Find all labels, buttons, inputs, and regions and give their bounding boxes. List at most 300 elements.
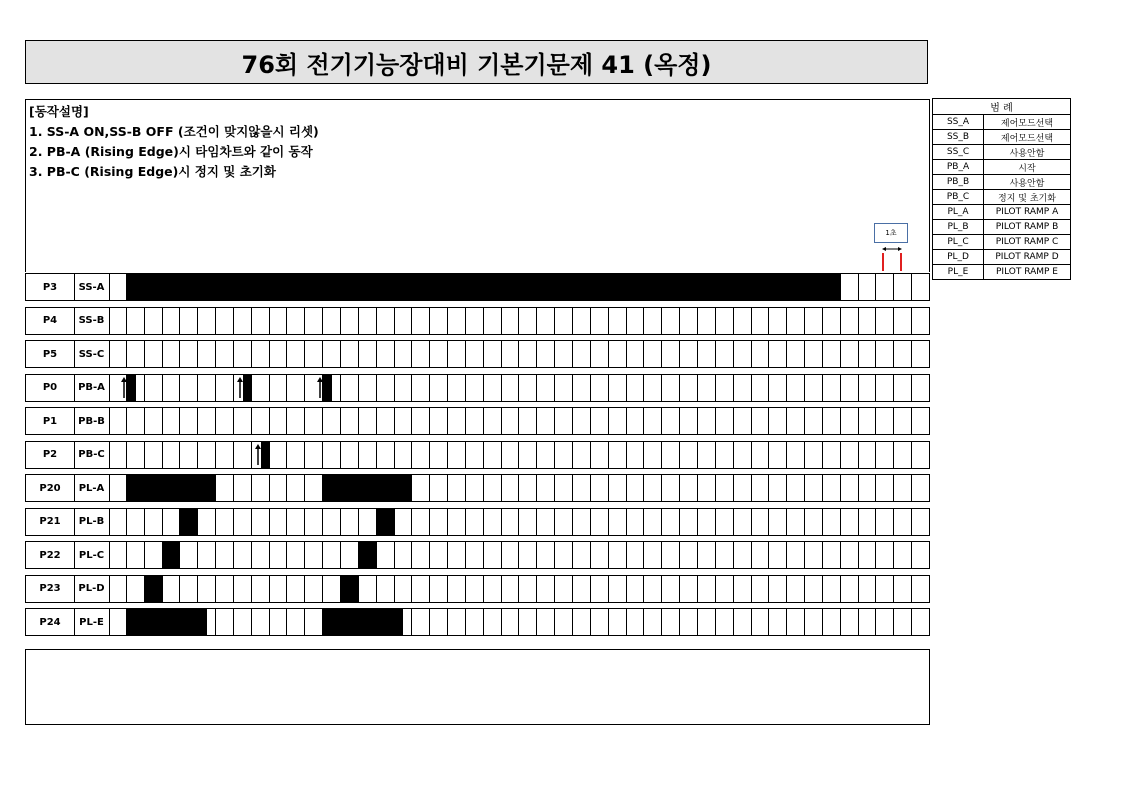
- time-cell: [591, 509, 609, 535]
- timing-row: [25, 508, 930, 536]
- time-cell: [305, 609, 323, 635]
- time-cell: [644, 341, 662, 367]
- time-cell: [234, 341, 252, 367]
- time-cell: [859, 274, 877, 300]
- time-cell: [805, 609, 823, 635]
- signal-name: PL-A: [74, 475, 110, 501]
- time-cell: [537, 475, 555, 501]
- time-cell: [912, 308, 930, 334]
- time-cell: [520, 475, 538, 501]
- time-cell: [234, 576, 252, 602]
- time-cell: [662, 509, 680, 535]
- time-cell: [430, 475, 448, 501]
- time-cell: [716, 408, 734, 434]
- time-cell: [466, 576, 484, 602]
- time-cell: [502, 341, 520, 367]
- time-cell: [627, 442, 645, 468]
- time-cell: [644, 609, 662, 635]
- time-cell: [109, 475, 127, 501]
- signal-on-pulse: [377, 509, 395, 535]
- time-cell: [716, 341, 734, 367]
- time-cell: [287, 308, 305, 334]
- plc-address: P20: [26, 475, 75, 501]
- time-cell: [627, 609, 645, 635]
- time-cell: [502, 308, 520, 334]
- time-cell: [573, 542, 591, 568]
- time-cell: [127, 408, 145, 434]
- signal-on-pulse: [323, 609, 403, 635]
- time-cell: [627, 375, 645, 401]
- signal-on-pulse: [359, 542, 377, 568]
- time-cell: [734, 542, 752, 568]
- time-cell: [662, 442, 680, 468]
- time-cell: [305, 576, 323, 602]
- time-cell: [876, 542, 894, 568]
- time-cell: [145, 341, 163, 367]
- time-cell: [520, 576, 538, 602]
- timing-grid: [109, 542, 930, 568]
- time-cell: [823, 442, 841, 468]
- time-cell: [716, 375, 734, 401]
- time-cell: [252, 341, 270, 367]
- plc-address: P0: [26, 375, 75, 401]
- timing-row: [25, 340, 930, 368]
- time-cell: [859, 576, 877, 602]
- time-cell: [412, 408, 430, 434]
- legend-header: 범 례: [933, 99, 1071, 115]
- time-cell: [555, 341, 573, 367]
- time-cell: [591, 341, 609, 367]
- legend-table: [932, 98, 1071, 280]
- timing-grid: [109, 274, 930, 300]
- time-cell: [520, 341, 538, 367]
- time-cell: [823, 542, 841, 568]
- legend-key: PB_C: [933, 190, 984, 205]
- time-cell: [502, 609, 520, 635]
- time-cell: [323, 341, 341, 367]
- time-cell: [145, 542, 163, 568]
- time-cell: [662, 375, 680, 401]
- time-cell: [734, 509, 752, 535]
- time-cell: [644, 509, 662, 535]
- time-cell: [716, 609, 734, 635]
- time-cell: [859, 542, 877, 568]
- time-cell: [573, 442, 591, 468]
- time-cell: [163, 576, 181, 602]
- timing-grid: [109, 442, 930, 468]
- time-cell: [537, 542, 555, 568]
- time-cell: [359, 509, 377, 535]
- time-cell: [912, 341, 930, 367]
- time-cell: [912, 609, 930, 635]
- signal-name: PB-B: [74, 408, 110, 434]
- time-cell: [752, 408, 770, 434]
- time-cell: [430, 375, 448, 401]
- timing-grid: [109, 408, 930, 434]
- time-cell: [698, 609, 716, 635]
- time-cell: [484, 609, 502, 635]
- time-cell: [412, 576, 430, 602]
- time-cell: [430, 442, 448, 468]
- time-cell: [216, 308, 234, 334]
- legend-value: 제어모드선택: [984, 115, 1071, 130]
- time-cell: [787, 576, 805, 602]
- time-cell: [555, 542, 573, 568]
- time-cell: [680, 442, 698, 468]
- time-cell: [627, 509, 645, 535]
- time-cell: [734, 341, 752, 367]
- legend-value: 시작: [984, 160, 1071, 175]
- time-cell: [484, 576, 502, 602]
- time-cell: [520, 308, 538, 334]
- timing-row: [25, 273, 930, 301]
- time-cell: [859, 442, 877, 468]
- time-cell: [377, 542, 395, 568]
- plc-address: P1: [26, 408, 75, 434]
- time-cell: [627, 475, 645, 501]
- time-cell: [894, 408, 912, 434]
- time-cell: [109, 341, 127, 367]
- time-cell: [716, 475, 734, 501]
- time-cell: [876, 609, 894, 635]
- time-cell: [430, 542, 448, 568]
- time-cell: [234, 442, 252, 468]
- time-cell: [805, 408, 823, 434]
- time-cell: [412, 375, 430, 401]
- time-cell: [270, 442, 288, 468]
- time-cell: [234, 308, 252, 334]
- time-cell: [894, 274, 912, 300]
- time-cell: [876, 509, 894, 535]
- time-cell: [341, 341, 359, 367]
- time-cell: [716, 308, 734, 334]
- operation-description: [25, 99, 930, 272]
- time-cell: [680, 475, 698, 501]
- timing-grid: [109, 609, 930, 635]
- time-cell: [716, 542, 734, 568]
- time-cell: [787, 341, 805, 367]
- time-cell: [466, 375, 484, 401]
- legend-key: PL_D: [933, 250, 984, 265]
- time-cell: [520, 408, 538, 434]
- time-cell: [769, 375, 787, 401]
- time-cell: [912, 475, 930, 501]
- time-cell: [555, 576, 573, 602]
- time-cell: [787, 375, 805, 401]
- time-cell: [859, 609, 877, 635]
- signal-name: PL-B: [74, 509, 110, 535]
- time-cell: [698, 341, 716, 367]
- time-cell: [430, 609, 448, 635]
- time-cell: [752, 509, 770, 535]
- time-cell: [305, 442, 323, 468]
- time-cell: [448, 408, 466, 434]
- time-cell: [787, 542, 805, 568]
- time-cell: [876, 308, 894, 334]
- time-cell: [609, 442, 627, 468]
- time-cell: [145, 375, 163, 401]
- time-cell: [216, 542, 234, 568]
- time-cell: [876, 408, 894, 434]
- timing-grid: [109, 509, 930, 535]
- time-cell: [163, 509, 181, 535]
- time-cell: [145, 308, 163, 334]
- time-cell: [734, 475, 752, 501]
- time-cell: [502, 509, 520, 535]
- time-cell: [734, 308, 752, 334]
- time-cell: [484, 475, 502, 501]
- time-cell: [876, 274, 894, 300]
- time-cell: [145, 509, 163, 535]
- time-cell: [216, 509, 234, 535]
- time-cell: [912, 408, 930, 434]
- time-cell: [680, 408, 698, 434]
- time-cell: [573, 375, 591, 401]
- time-cell: [466, 442, 484, 468]
- time-cell: [823, 576, 841, 602]
- time-cell: [573, 341, 591, 367]
- time-cell: [502, 542, 520, 568]
- time-cell: [127, 442, 145, 468]
- time-cell: [395, 542, 413, 568]
- timing-row: [25, 374, 930, 402]
- time-cell: [698, 542, 716, 568]
- time-cell: [752, 542, 770, 568]
- time-cell: [698, 442, 716, 468]
- legend-key: SS_C: [933, 145, 984, 160]
- time-cell: [573, 408, 591, 434]
- time-cell: [270, 375, 288, 401]
- time-cell: [716, 576, 734, 602]
- time-cell: [841, 475, 859, 501]
- time-cell: [627, 542, 645, 568]
- time-cell: [537, 308, 555, 334]
- time-cell: [305, 408, 323, 434]
- time-cell: [502, 442, 520, 468]
- timing-row: [25, 307, 930, 335]
- time-cell: [841, 509, 859, 535]
- time-cell: [323, 308, 341, 334]
- legend-value: PILOT RAMP B: [984, 220, 1071, 235]
- time-cell: [163, 375, 181, 401]
- description-line: 1. SS-A ON,SS-B OFF (조건이 맞지않을시 리셋): [29, 124, 319, 139]
- time-cell: [109, 576, 127, 602]
- time-cell: [341, 375, 359, 401]
- time-cell: [805, 308, 823, 334]
- time-cell: [287, 408, 305, 434]
- time-cell: [270, 576, 288, 602]
- time-cell: [537, 375, 555, 401]
- time-cell: [680, 308, 698, 334]
- legend-value: PILOT RAMP A: [984, 205, 1071, 220]
- time-cell: [698, 475, 716, 501]
- time-cell: [752, 341, 770, 367]
- time-cell: [752, 375, 770, 401]
- time-cell: [109, 509, 127, 535]
- time-cell: [430, 576, 448, 602]
- time-cell: [502, 375, 520, 401]
- legend-value: PILOT RAMP C: [984, 235, 1071, 250]
- time-cell: [359, 576, 377, 602]
- time-cell: [287, 341, 305, 367]
- description-line: 2. PB-A (Rising Edge)시 타임차트와 같이 동작: [29, 144, 313, 159]
- time-cell: [502, 576, 520, 602]
- time-cell: [430, 408, 448, 434]
- time-cell: [412, 308, 430, 334]
- time-cell: [127, 341, 145, 367]
- time-cell: [287, 542, 305, 568]
- time-cell: [662, 308, 680, 334]
- time-cell: [752, 308, 770, 334]
- time-cell: [859, 375, 877, 401]
- time-cell: [680, 375, 698, 401]
- time-cell: [109, 274, 127, 300]
- time-cell: [823, 308, 841, 334]
- time-cell: [448, 341, 466, 367]
- time-cell: [484, 308, 502, 334]
- time-cell: [216, 442, 234, 468]
- signal-name: PB-C: [74, 442, 110, 468]
- time-cell: [769, 475, 787, 501]
- time-cell: [823, 475, 841, 501]
- time-cell: [591, 408, 609, 434]
- time-cell: [252, 408, 270, 434]
- time-cell: [198, 509, 216, 535]
- signal-name: SS-B: [74, 308, 110, 334]
- time-cell: [180, 408, 198, 434]
- time-cell: [180, 442, 198, 468]
- time-cell: [216, 576, 234, 602]
- timing-row: [25, 441, 930, 469]
- time-cell: [448, 308, 466, 334]
- signal-name: PL-D: [74, 576, 110, 602]
- time-cell: [805, 475, 823, 501]
- time-cell: [466, 341, 484, 367]
- arrow-right-icon: [898, 247, 902, 251]
- time-cell: [555, 375, 573, 401]
- time-cell: [484, 442, 502, 468]
- time-cell: [859, 408, 877, 434]
- time-cell: [198, 341, 216, 367]
- time-cell: [680, 576, 698, 602]
- time-cell: [270, 609, 288, 635]
- time-cell: [734, 408, 752, 434]
- time-cell: [502, 475, 520, 501]
- time-cell: [787, 509, 805, 535]
- timing-chart: [25, 273, 930, 637]
- time-cell: [252, 509, 270, 535]
- time-cell: [841, 341, 859, 367]
- time-cell: [787, 475, 805, 501]
- time-cell: [198, 375, 216, 401]
- time-cell: [805, 576, 823, 602]
- time-cell: [752, 609, 770, 635]
- time-cell: [823, 408, 841, 434]
- time-cell: [323, 442, 341, 468]
- time-cell: [395, 341, 413, 367]
- time-cell: [644, 442, 662, 468]
- plc-address: P21: [26, 509, 75, 535]
- time-cell: [448, 475, 466, 501]
- time-cell: [859, 341, 877, 367]
- time-cell: [912, 375, 930, 401]
- description-line: 3. PB-C (Rising Edge)시 정지 및 초기화: [29, 164, 276, 179]
- time-cell: [377, 375, 395, 401]
- time-cell: [395, 308, 413, 334]
- time-cell: [591, 375, 609, 401]
- time-cell: [395, 576, 413, 602]
- plc-address: P2: [26, 442, 75, 468]
- time-cell: [841, 542, 859, 568]
- time-cell: [644, 542, 662, 568]
- time-cell: [466, 408, 484, 434]
- time-cell: [698, 308, 716, 334]
- time-cell: [698, 375, 716, 401]
- rising-edge-arrow-icon: [316, 376, 328, 400]
- legend-key: SS_B: [933, 130, 984, 145]
- time-cell: [752, 475, 770, 501]
- time-cell: [341, 509, 359, 535]
- time-cell: [537, 341, 555, 367]
- time-cell: [109, 542, 127, 568]
- time-cell: [216, 408, 234, 434]
- time-cell: [448, 442, 466, 468]
- legend-key: PB_B: [933, 175, 984, 190]
- signal-on-pulse: [323, 475, 412, 501]
- time-cell: [894, 576, 912, 602]
- description-heading: [동작설명]: [29, 104, 89, 119]
- time-cell: [198, 408, 216, 434]
- time-cell: [591, 308, 609, 334]
- time-cell: [627, 308, 645, 334]
- time-cell: [841, 442, 859, 468]
- time-cell: [287, 509, 305, 535]
- time-cell: [448, 609, 466, 635]
- time-cell: [609, 609, 627, 635]
- time-cell: [395, 509, 413, 535]
- rising-edge-arrow-icon: [120, 376, 132, 400]
- time-cell: [127, 542, 145, 568]
- arrow-left-icon: [882, 247, 886, 251]
- signal-name: SS-A: [74, 274, 110, 300]
- time-cell: [876, 341, 894, 367]
- time-cell: [216, 375, 234, 401]
- time-cell: [252, 542, 270, 568]
- time-cell: [305, 509, 323, 535]
- signal-on-pulse: [127, 274, 841, 300]
- time-cell: [912, 274, 930, 300]
- time-cell: [805, 341, 823, 367]
- time-cell: [662, 341, 680, 367]
- time-cell: [305, 542, 323, 568]
- time-cell: [644, 475, 662, 501]
- time-cell: [180, 341, 198, 367]
- time-cell: [752, 442, 770, 468]
- time-cell: [484, 509, 502, 535]
- page-title: 76회 전기기능장대비 기본기문제 41 (옥정): [25, 40, 928, 84]
- time-cell: [216, 609, 234, 635]
- time-cell: [466, 308, 484, 334]
- time-cell: [287, 375, 305, 401]
- time-cell: [359, 341, 377, 367]
- timing-grid: [109, 475, 930, 501]
- legend-key: SS_A: [933, 115, 984, 130]
- time-cell: [252, 475, 270, 501]
- timing-row: [25, 608, 930, 636]
- time-cell: [377, 408, 395, 434]
- time-unit-marker: [878, 243, 908, 273]
- time-cell: [341, 442, 359, 468]
